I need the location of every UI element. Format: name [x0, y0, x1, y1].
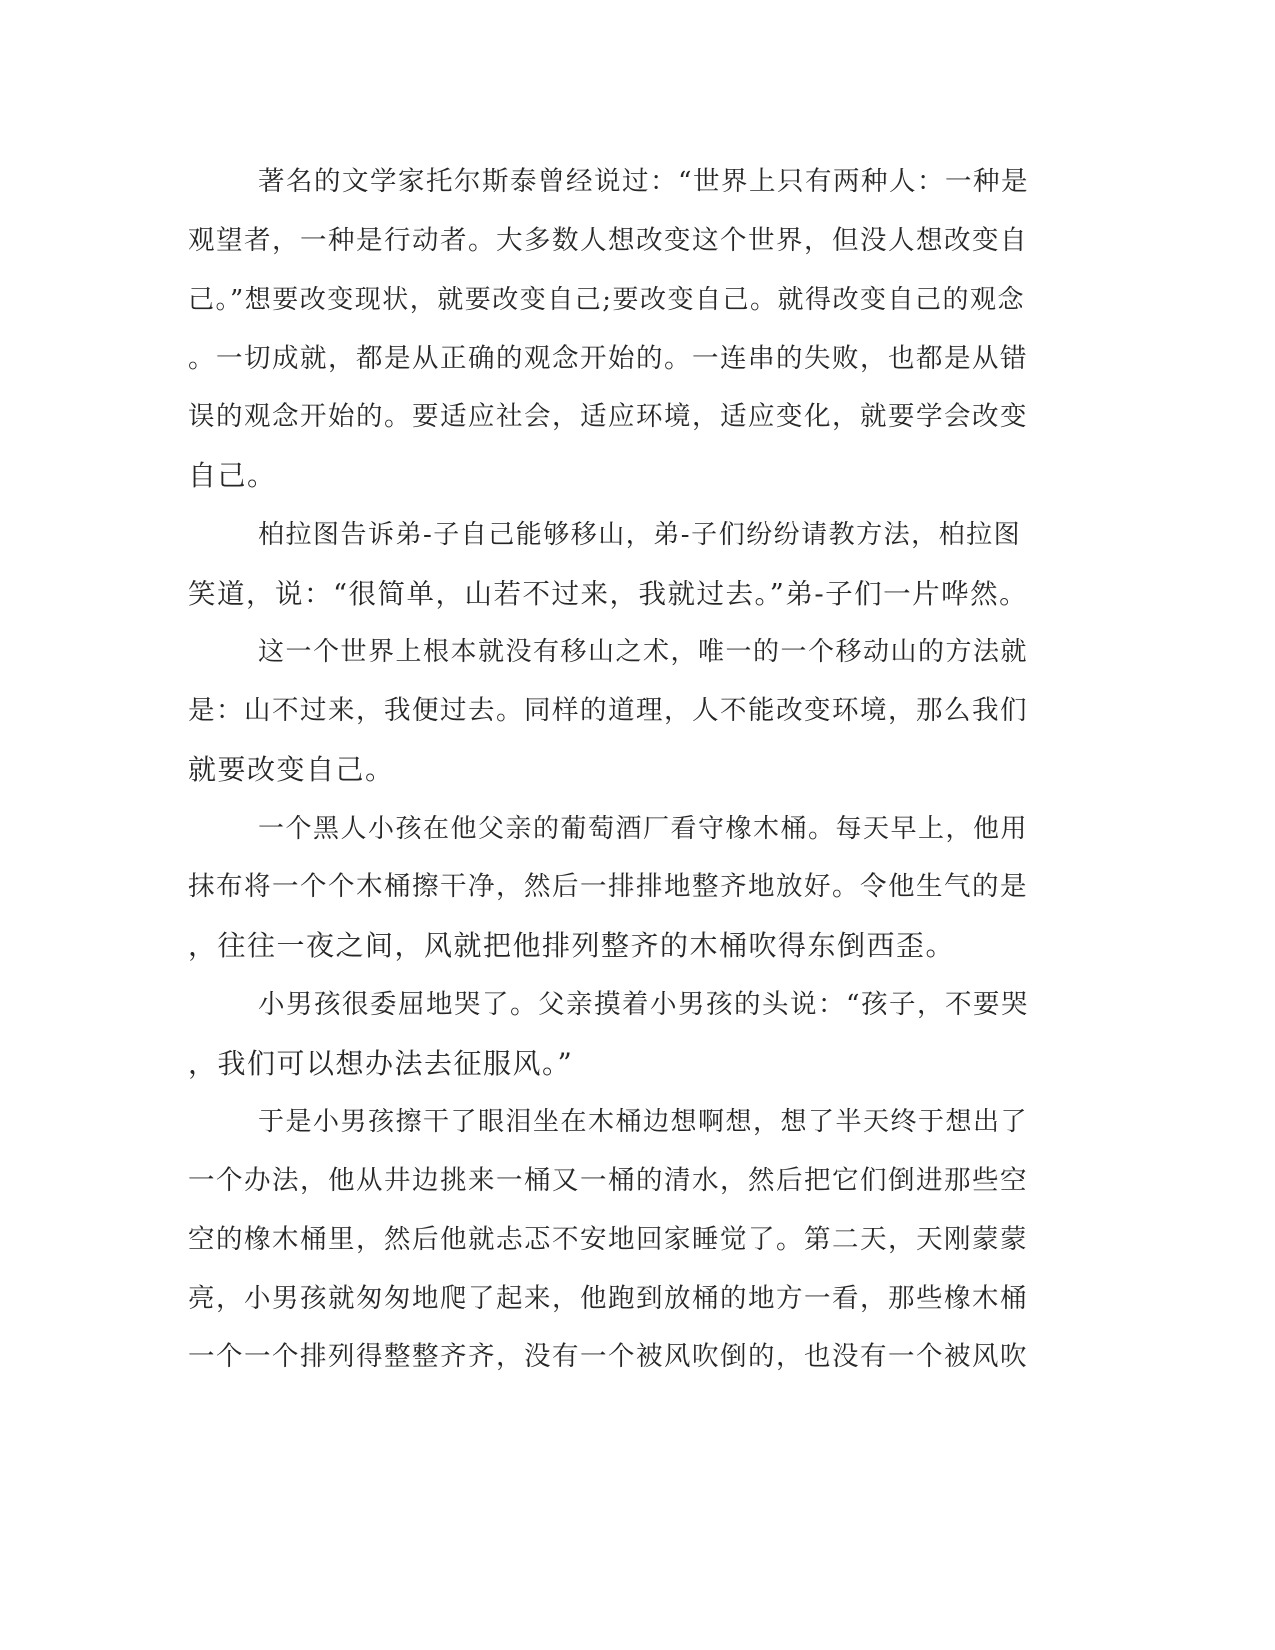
text-line: 亮，小男孩就匆匆地爬了起来，他跑到放桶的地方一看，那些橡木桶: [188, 1283, 1028, 1314]
text-line: 于是小男孩擦干了眼泪坐在木桶边想啊想，想了半天终于想出了: [258, 1107, 1029, 1137]
text-line: 抹布将一个个木桶擦干净，然后一排排地整齐地放好。令他生气的是: [188, 871, 1028, 902]
text-line: 一个办法，他从井边挑来一桶又一桶的清水，然后把它们倒进那些空: [188, 1165, 1028, 1196]
text-line: ，往往一夜之间，风就把他排列整齐的木桶吹得东倒西歪。: [188, 929, 956, 962]
text-line: 一个黑人小孩在他父亲的葡萄酒厂看守橡木桶。每天早上，他用: [258, 814, 1029, 844]
text-line: 这一个世界上根本就没有移山之术，唯一的一个移动山的方法就: [258, 637, 1029, 667]
text-line: 误的观念开始的。要适应社会，适应环境，适应变化，就要学会改变: [188, 401, 1028, 432]
text-line: 己。”想要改变现状，就要改变自己;要改变自己。就得改变自己的观念: [188, 285, 1026, 315]
text-line: 一个一个排列得整整齐齐，没有一个被风吹倒的，也没有一个被风吹: [188, 1341, 1028, 1372]
text-line: 。一切成就，都是从正确的观念开始的。一连串的失败，也都是从错: [188, 343, 1028, 374]
text-line: 观望者，一种是行动者。大多数人想改变这个世界，但没人想改变自: [188, 225, 1028, 256]
text-line: 是：山不过来，我便过去。同样的道理，人不能改变环境，那么我们: [188, 695, 1028, 726]
text-line: 柏拉图告诉弟-子自己能够移山，弟-子们纷纷请教方法，柏拉图: [258, 520, 1022, 550]
text-line: 小男孩很委屈地哭了。父亲摸着小男孩的头说：“孩子，不要哭: [258, 989, 1030, 1020]
text-line: 著名的文学家托尔斯泰曾经说过：“世界上只有两种人：一种是: [258, 166, 1030, 197]
text-line: 就要改变自己。: [188, 753, 395, 786]
text-line: 笑道，说：“很简单，山若不过来，我就过去。”弟-子们一片哗然。: [188, 578, 1029, 610]
text-line: ，我们可以想办法去征服风。”: [188, 1047, 574, 1080]
text-line: 空的橡木桶里，然后他就忐忑不安地回家睡觉了。第二天，天刚蒙蒙: [188, 1224, 1028, 1255]
text-line: 自己。: [188, 459, 277, 492]
